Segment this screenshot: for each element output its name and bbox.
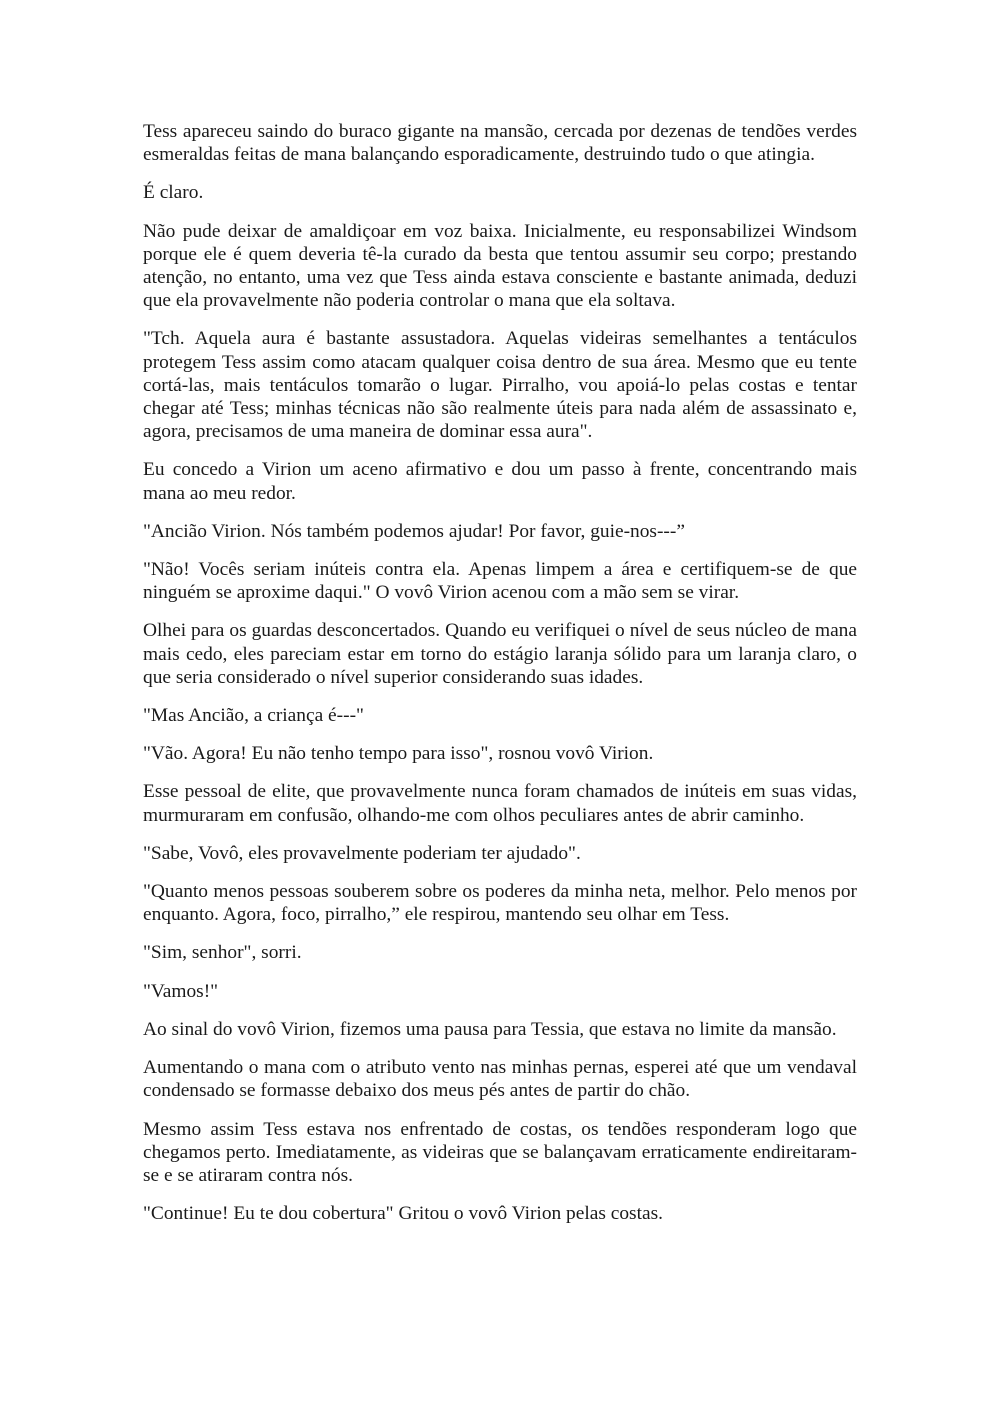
- paragraph-19: "Continue! Eu te dou cobertura" Gritou o vovô Virion pelas costas.: [143, 1203, 663, 1225]
- paragraph-15: "Vamos!": [143, 980, 219, 1002]
- paragraph-8: Olhei para os guardas desconcertados. Quando eu verifiquei o nível de seus núcleo de mana mais cedo, eles pareciam estar em torno do estágio laranja sólido para um laranja claro, o que seria considerado o nível superior considerando suas idades.: [143, 620, 857, 688]
- paragraph-16: Ao sinal do vovô Virion, fizemos uma pausa para Tessia, que estava no limite da mansão.: [143, 1018, 837, 1040]
- paragraph-11: Esse pessoal de elite, que provavelmente nunca foram chamados de inúteis em suas vidas, murmuraram em confusão, olhando-me com olhos peculiares antes de abrir caminho.: [143, 781, 857, 826]
- paragraph-13: "Quanto menos pessoas souberem sobre os poderes da minha neta, melhor. Pelo menos por enquanto. Agora, foco, pirralho,” ele respirou, mantendo seu olhar em Tess.: [143, 881, 857, 926]
- paragraph-18: Mesmo assim Tess estava nos enfrentado de costas, os tendões responderam logo que chegamos perto. Imediatamente, as videiras que se balançavam erraticamente endireitaram-se e se atiraram contra nós.: [143, 1118, 857, 1186]
- paragraph-3: Não pude deixar de amaldiçoar em voz baixa. Inicialmente, eu responsabilizei Windsom porque ele é quem deveria tê-la curado da besta que tentou assumir seu corpo; prestando atenção, no entanto, uma vez que Tess ainda estava consciente e bastante animada, deduzi que ela provavelmente não poderia controlar o mana que ela soltava.: [143, 220, 857, 312]
- paragraph-5: Eu concedo a Virion um aceno afirmativo e dou um passo à frente, concentrando mais mana ao meu redor.: [143, 459, 857, 504]
- paragraph-2: É claro.: [143, 182, 204, 204]
- paragraph-1: Tess apareceu saindo do buraco gigante na mansão, cercada por dezenas de tendões verdes esmeraldas feitas de mana balançando esporadicamente, destruindo tudo o que atingia.: [143, 121, 857, 166]
- paragraph-4: "Tch. Aquela aura é bastante assustadora. Aquelas videiras semelhantes a tentáculos protegem Tess assim como atacam qualquer coisa dentro de sua área. Mesmo que eu tente cortá-las, mais tentáculos tomarão o lugar. Pirralho, vou apoiá-lo pelas costas e tentar chegar até Tess; minhas técnicas não são realmente úteis para nada além de assassinato e, agora, precisamos de uma maneira de dominar essa aura".: [143, 328, 857, 443]
- paragraph-17: Aumentando o mana com o atributo vento nas minhas pernas, esperei até que um vendaval condensado se formasse debaixo dos meus pés antes de partir do chão.: [143, 1057, 857, 1102]
- paragraph-10: "Vão. Agora! Eu não tenho tempo para isso", rosnou vovô Virion.: [143, 743, 654, 765]
- paragraph-6: "Ancião Virion. Nós também podemos ajudar! Por favor, guie-nos---”: [143, 520, 685, 542]
- document-page: [143, 120, 857, 1240]
- paragraph-7: "Não! Vocês seriam inúteis contra ela. Apenas limpem a área e certifiquem-se de que ninguém se aproxime daqui." O vovô Virion acenou com a mão sem se virar.: [143, 559, 857, 604]
- paragraph-12: "Sabe, Vovô, eles provavelmente poderiam ter ajudado".: [143, 842, 581, 864]
- paragraph-14: "Sim, senhor", sorri.: [143, 942, 302, 964]
- paragraph-9: "Mas Ancião, a criança é---": [143, 705, 364, 727]
